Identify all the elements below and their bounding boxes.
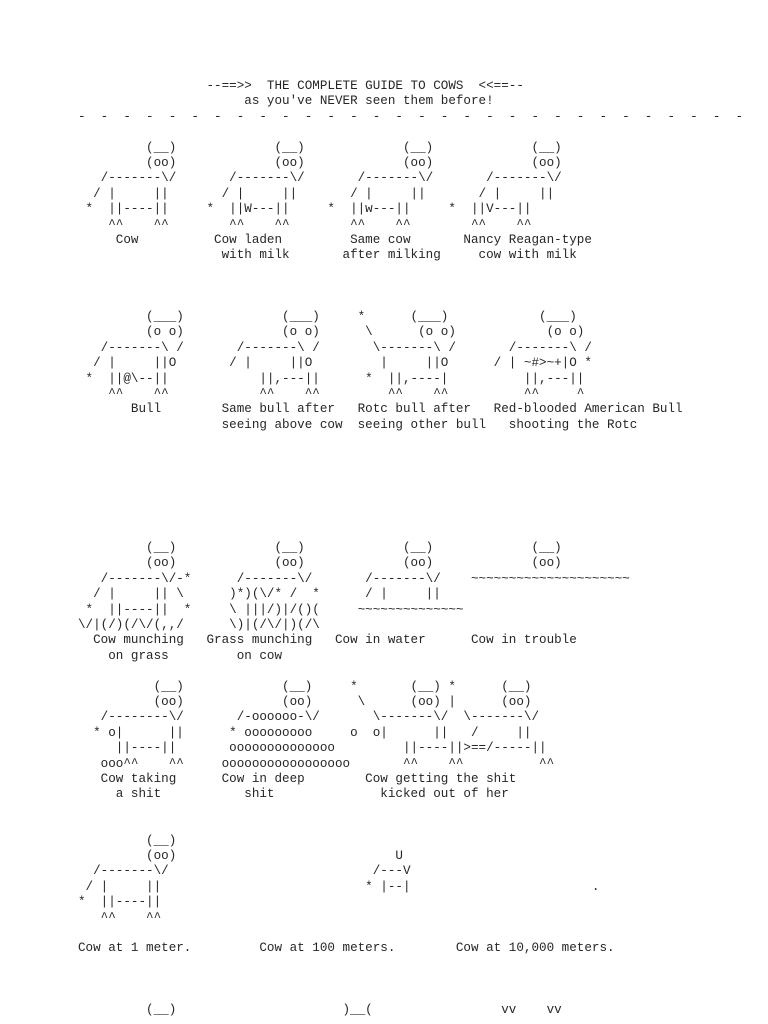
text-line: Cow at 1 meter. Cow at 100 meters. Cow at 10,000 meters. — [78, 941, 615, 956]
text-line: / | || * |--| . — [78, 879, 600, 894]
text-line: ^^ ^^ — [78, 910, 162, 925]
text-line: (__) (__) * (__) * (__) — [78, 679, 532, 694]
text-line: (oo) (oo) (oo) (oo) — [78, 556, 562, 571]
text-line: as you've NEVER seen them before! — [78, 94, 494, 109]
text-line: (oo) (oo) (oo) (oo) — [78, 156, 562, 170]
text-line: - - - - - - - - - - - - - - - - - - - - - - - - - - - - - - — [78, 109, 744, 124]
text-line: / | || \ )*)(\/* / * / | || — [78, 587, 441, 602]
text-line: ^^ ^^ ^^ ^^ ^^ ^^ ^^ ^^ — [78, 217, 532, 232]
text-line: seeing above cow seeing other bull shooting the Rotc — [78, 417, 638, 432]
text-line: /-------\/-* /-------\/ /-------\/ ~~~~~~~~~~~~~~~~~~~~~ — [78, 571, 630, 586]
text-line: (o o) (o o) \ (o o) (o o) — [78, 325, 585, 340]
text-line: ||----|| oooooooooooooo ||----||>==/-----|| — [78, 741, 547, 756]
text-line: with milk after milking cow with milk — [78, 248, 577, 263]
text-line: \/|(/)(/\/(,,/ \)|(/\/|)(/\ — [78, 618, 320, 632]
text-line: ooo^^ ^^ ooooooooooooooooo ^^ ^^ ^^ — [78, 756, 555, 771]
text-line: /-------\ / /-------\ / \-------\ / /-------\ / — [78, 340, 592, 355]
text-line: / | || / | || / | || / | || — [78, 186, 555, 201]
text-line: (__) (__) (__) (__) — [78, 140, 562, 155]
text-line: (__) )__( vv vv — [78, 1003, 562, 1017]
text-line: Cow Cow laden Same cow Nancy Reagan-type — [78, 233, 592, 247]
text-line: (oo) U — [78, 849, 403, 863]
text-line: * ||----|| — [78, 895, 162, 910]
text-line: /-------\/ /---V — [78, 864, 411, 879]
text-line: on grass on cow — [78, 648, 283, 663]
text-line: /--------\/ /-oooooo-\/ \-------\/ \-------\/ — [78, 710, 540, 725]
text-line: ^^ ^^ ^^ ^^ ^^ ^^ ^^ ^ — [78, 387, 585, 401]
text-line: * ||@\--|| ||,---|| * ||,----| ||,---|| — [78, 371, 585, 386]
text-line: (oo) (oo) \ (oo) | (oo) — [78, 695, 532, 709]
text-line: / | ||O / | ||O | ||O / | ~#>~+|O * — [78, 356, 592, 371]
text-line: * ||----|| * ||W---|| * ||w---|| * ||V---|| — [78, 202, 532, 217]
text-line: (__) (__) (__) (__) — [78, 541, 562, 555]
text-line: (__) — [78, 833, 177, 848]
text-line: /-------\/ /-------\/ /-------\/ /-------\/ — [78, 171, 562, 186]
text-line: --==>> THE COMPLETE GUIDE TO COWS <<==-- — [78, 79, 524, 93]
text-line: Cow taking Cow in deep Cow getting the shit — [78, 772, 517, 786]
text-line: * o| || * ooooooooo o o| || / || — [78, 725, 532, 740]
text-line: Cow munching Grass munching Cow in water Cow in trouble — [78, 633, 577, 648]
text-line: * ||----|| * \ |||/)|/()( ~~~~~~~~~~~~~~ — [78, 602, 464, 617]
text-line: (___) (___) * (___) (___) — [78, 310, 577, 324]
text-line: a shit shit kicked out of her — [78, 787, 509, 802]
text-line: Bull Same bull after Rotc bull after Red-blooded American Bull — [78, 402, 683, 417]
